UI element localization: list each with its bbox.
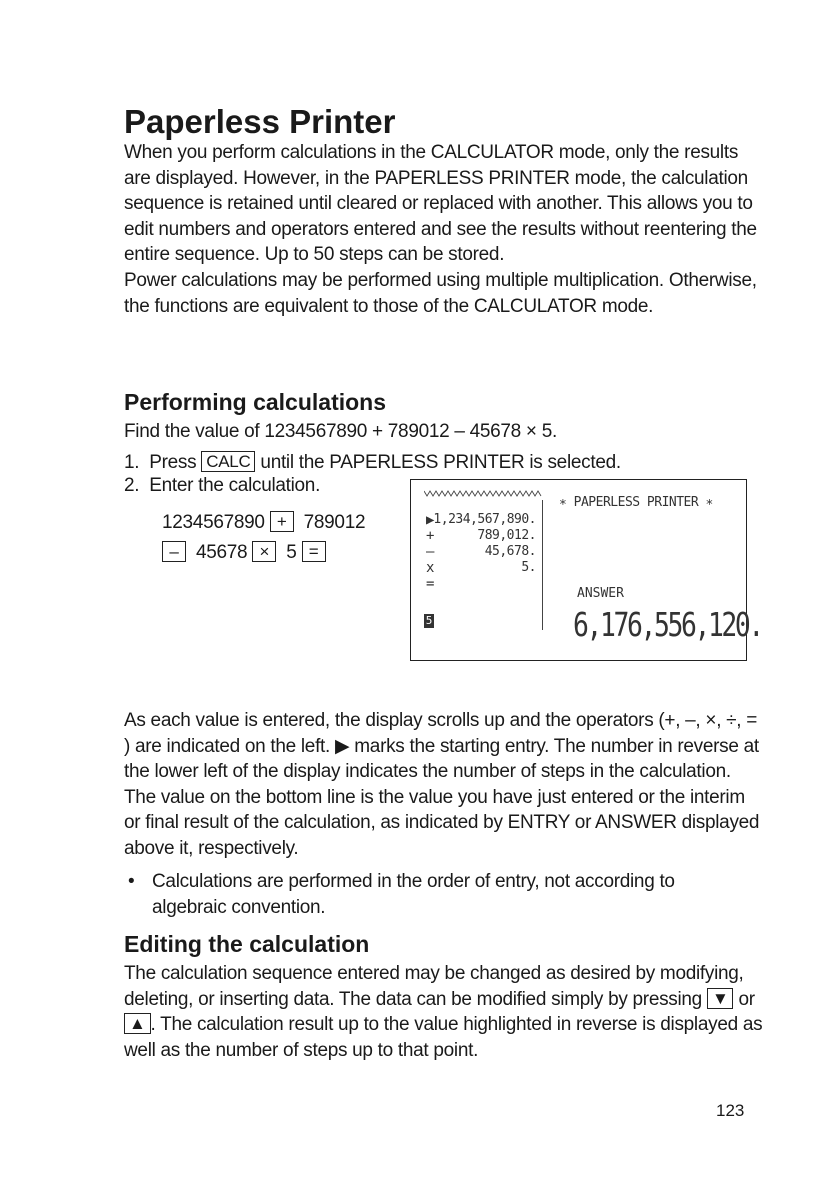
page-title: Paperless Printer xyxy=(124,103,396,140)
down-arrow-key-icon: ▼ xyxy=(707,988,734,1009)
lcd-line: = xyxy=(426,576,435,592)
equals-key-icon: = xyxy=(302,541,326,562)
calc-key-icon: CALC xyxy=(201,451,255,472)
multiply-key-icon: × xyxy=(252,541,276,562)
minus-key-icon: – xyxy=(162,541,186,562)
mode-label: ∗ PAPERLESS PRINTER ∗ xyxy=(559,495,713,510)
bullet-text: Calculations are performed in the order of entry, not according to algebraic convention. xyxy=(152,871,675,918)
calc-sequence xyxy=(424,500,543,630)
bullet-dot: • xyxy=(128,871,135,892)
entry-line-2: – 45678 × 5 = xyxy=(162,541,326,564)
entry-line-1: 1234567890 + 789012 xyxy=(162,512,366,533)
section-heading-performing: Performing calculations xyxy=(124,389,387,415)
answer-value: 6,176,556,120. xyxy=(573,605,762,644)
steps-indicator: 5 xyxy=(425,614,433,627)
lcd-line: + 789,012. xyxy=(426,528,536,544)
intro-paragraph: When you perform calculations in the CALCULATOR mode, only the results are displayed. However, in the PAPERLESS PRINTER mode, the calculation sequence is retained until cleared or replaced with another. This allows you to edit numbers and operators entered and see the results without reentering the entire sequence. Up to 50 steps can be stored. xyxy=(124,142,757,266)
lcd-line: ▶ 1,234,567,890. xyxy=(426,512,536,528)
intro-text xyxy=(124,140,764,319)
step-1: 1. Press CALC until the PAPERLESS PRINTER is selected. xyxy=(124,452,621,473)
find-text: Find the value of 1234567890 + 789012 – 45678 × 5. xyxy=(124,421,557,442)
lcd-line: x 5. xyxy=(426,560,536,576)
answer-label: ANSWER xyxy=(577,586,624,601)
page-number: 123 xyxy=(716,1101,745,1120)
section-heading-editing: Editing the calculation xyxy=(124,931,370,957)
scroll-wave-icon xyxy=(424,488,542,500)
up-arrow-key-icon: ▲ xyxy=(124,1013,151,1034)
editing-text: The calculation sequence entered may be changed as desired by modifying, deleting, or inserting data. The data can be modified simply by pressing ▼ or ▲ . The calculation result up to the value highlighted in reverse is displayed as well as the number of steps up to that point. xyxy=(124,963,763,1061)
plus-key-icon: + xyxy=(270,511,294,532)
lcd-line: – 45,678. xyxy=(426,544,536,560)
lcd-display xyxy=(410,479,762,661)
step-2: 2. Enter the calculation. xyxy=(124,475,321,496)
explanation-text: As each value is entered, the display scrolls up and the operators (+, –, ×, ÷, = ) are indicated on the left. ▶ marks the starting entry. The number in reverse at the lower left of the display indicates the number of steps in the calculation. The value on the bottom line is the value you have just entered or the interim or final result of the calculation, as indicated by ENTRY or ANSWER displayed above it, respectively. xyxy=(124,710,760,859)
intro-paragraph: Power calculations may be performed using multiple multiplication. Otherwise, the functions are equivalent to those of the CALCULATOR mode. xyxy=(124,269,757,317)
